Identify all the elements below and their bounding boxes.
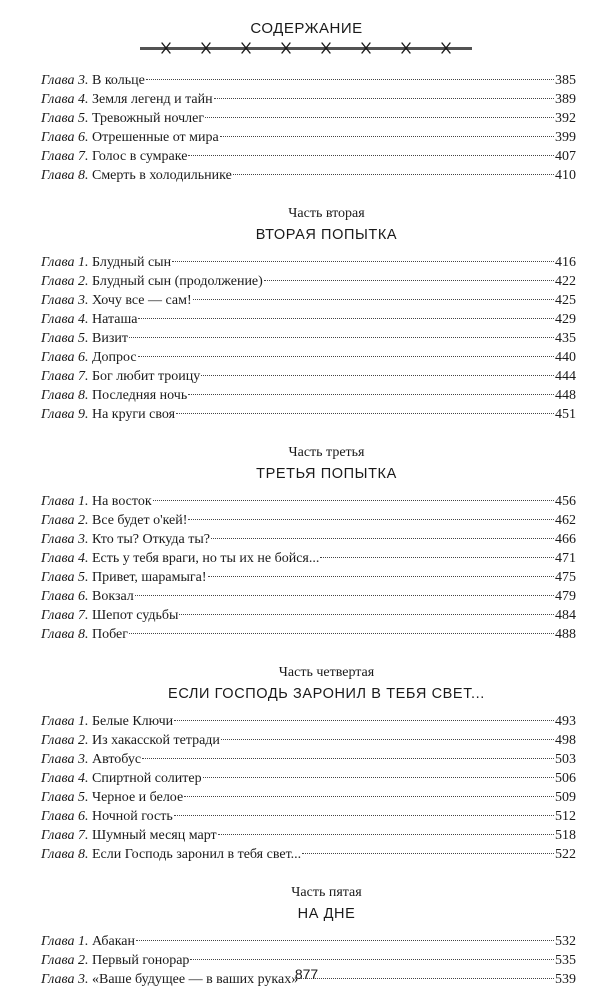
chapter-label <box>41 712 88 731</box>
chapter-title: Все будет о'кей! <box>91 513 188 528</box>
chapter-number: 1. <box>77 494 89 509</box>
toc-entry <box>41 272 576 291</box>
chapter-word: Глава <box>41 111 75 126</box>
chapter-title: Белые Ключи <box>91 714 174 729</box>
chapter-word: Глава <box>41 513 75 528</box>
chapter-number: 5. <box>77 331 89 346</box>
chapter-label <box>41 291 88 310</box>
toc-entry <box>41 587 576 606</box>
chapter-page-number: 416 <box>555 255 576 270</box>
chapter-label <box>41 788 88 807</box>
chapter-word: Глава <box>41 312 75 327</box>
chapter-label <box>41 71 88 90</box>
chapter-word: Глава <box>41 934 75 949</box>
dot-leader <box>174 815 554 816</box>
table-of-contents <box>41 71 576 989</box>
chapter-word: Глава <box>41 331 75 346</box>
chapter-page-number: 429 <box>555 312 576 327</box>
chapter-title: Наташа <box>91 312 138 327</box>
chapter-number: 2. <box>77 953 89 968</box>
chapter-word: Глава <box>41 92 75 107</box>
toc-entry <box>41 788 576 807</box>
chapter-label <box>41 731 88 750</box>
toc-entry <box>41 310 576 329</box>
chapter-number: 3. <box>77 972 89 987</box>
chapter-word: Глава <box>41 350 75 365</box>
chapter-page-number: 539 <box>555 972 576 987</box>
dot-leader <box>172 261 554 262</box>
chapter-number: 1. <box>77 934 89 949</box>
chapter-word: Глава <box>41 828 75 843</box>
toc-entry <box>41 109 576 128</box>
toc-entry <box>41 750 576 769</box>
chapter-label <box>41 587 88 606</box>
toc-entry <box>41 128 576 147</box>
chapter-title: Если Господь заронил в тебя свет... <box>91 847 302 862</box>
toc-entry <box>41 606 576 625</box>
chapter-number: 2. <box>77 733 89 748</box>
chapter-title: Блудный сын <box>91 255 172 270</box>
chapter-page-number: 389 <box>555 92 576 107</box>
chapter-title: Вокзал <box>91 589 134 604</box>
chapter-page-number: 503 <box>555 752 576 767</box>
part-title: ТРЕТЬЯ ПОПЫТКА <box>256 466 397 482</box>
dot-leader <box>220 136 554 137</box>
chapter-number: 5. <box>77 790 89 805</box>
chapter-title: Отрешенные от мира <box>91 130 219 145</box>
chapter-title: Хочу все — сам! <box>91 293 192 308</box>
chapter-label <box>41 492 88 511</box>
chapter-word: Глава <box>41 733 75 748</box>
chapter-page-number: 475 <box>555 570 576 585</box>
toc-entry <box>41 71 576 90</box>
chapter-number: 7. <box>77 149 89 164</box>
chapter-page-number: 410 <box>555 168 576 183</box>
dot-leader <box>205 117 554 118</box>
chapter-page-number: 522 <box>555 847 576 862</box>
chapter-label <box>41 109 88 128</box>
chapter-label <box>41 90 88 109</box>
toc-entry <box>41 530 576 549</box>
dot-leader <box>190 959 554 960</box>
toc-entry <box>41 90 576 109</box>
chapter-word: Глава <box>41 752 75 767</box>
chapter-number: 1. <box>77 255 89 270</box>
chapter-page-number: 484 <box>555 608 576 623</box>
chapter-title: Последняя ночь <box>91 388 188 403</box>
chapter-title: Визит <box>91 331 128 346</box>
chapter-label <box>41 549 88 568</box>
chapter-title: Тревожный ночлег <box>91 111 205 126</box>
chapter-title: На круги своя <box>91 407 176 422</box>
chapter-title: Привет, шарамыга! <box>91 570 207 585</box>
toc-entry <box>41 348 576 367</box>
chapter-label <box>41 845 88 864</box>
chapter-title: Черное и белое <box>91 790 184 805</box>
chapter-label <box>41 128 88 147</box>
chapter-word: Глава <box>41 551 75 566</box>
chapter-word: Глава <box>41 407 75 422</box>
chapter-word: Глава <box>41 494 75 509</box>
chapter-label <box>41 253 88 272</box>
toc-entry <box>41 826 576 845</box>
chapter-page-number: 435 <box>555 331 576 346</box>
chapter-number: 3. <box>77 752 89 767</box>
chapter-page-number: 385 <box>555 73 576 88</box>
dot-leader <box>176 413 554 414</box>
chapter-number: 6. <box>77 130 89 145</box>
dot-leader <box>184 796 554 797</box>
chapter-number: 6. <box>77 350 89 365</box>
chapter-number: 3. <box>77 293 89 308</box>
dot-leader <box>193 299 554 300</box>
dot-leader <box>188 394 554 395</box>
chapter-word: Глава <box>41 570 75 585</box>
toc-entry <box>41 807 576 826</box>
chapter-title: Шумный месяц март <box>91 828 217 843</box>
chapter-page-number: 535 <box>555 953 576 968</box>
dot-leader <box>136 940 554 941</box>
chapter-page-number: 512 <box>555 809 576 824</box>
chapter-label <box>41 932 88 951</box>
part-label: Часть четвертая <box>278 665 375 680</box>
chapter-number: 4. <box>77 771 89 786</box>
dot-leader <box>233 174 554 175</box>
chapter-number: 7. <box>77 828 89 843</box>
dot-leader <box>142 758 554 759</box>
chapter-number: 3. <box>77 73 89 88</box>
part-heading <box>41 884 576 926</box>
chapter-number: 5. <box>77 570 89 585</box>
toc-entry <box>41 405 576 424</box>
toc-entry <box>41 769 576 788</box>
chapter-label <box>41 348 88 367</box>
toc-entry <box>41 291 576 310</box>
chapter-number: 8. <box>77 627 89 642</box>
chapter-label <box>41 568 88 587</box>
dot-leader <box>179 614 554 615</box>
toc-entry <box>41 386 576 405</box>
dot-leader <box>320 557 554 558</box>
dot-leader <box>138 356 554 357</box>
chapter-label <box>41 310 88 329</box>
chapter-page-number: 392 <box>555 111 576 126</box>
part-label: Часть третья <box>288 445 365 460</box>
chapter-label <box>41 272 88 291</box>
chapter-title: Спиртной солитер <box>91 771 202 786</box>
dot-leader <box>146 79 554 80</box>
chapter-page-number: 471 <box>555 551 576 566</box>
chapter-number: 6. <box>77 809 89 824</box>
dot-leader <box>214 98 554 99</box>
dot-leader <box>264 280 554 281</box>
dot-leader <box>188 155 554 156</box>
dot-leader <box>201 375 554 376</box>
toc-entry <box>41 549 576 568</box>
dot-leader <box>218 834 554 835</box>
chapter-word: Глава <box>41 532 75 547</box>
chapter-page-number: 509 <box>555 790 576 805</box>
chapter-label <box>41 166 88 185</box>
chapter-word: Глава <box>41 149 75 164</box>
chapter-word: Глава <box>41 627 75 642</box>
chapter-word: Глава <box>41 847 75 862</box>
dot-leader <box>129 633 554 634</box>
dot-leader <box>221 739 554 740</box>
toc-entry <box>41 568 576 587</box>
part-label: Часть вторая <box>288 206 365 221</box>
dot-leader <box>211 538 554 539</box>
toc-entry <box>41 712 576 731</box>
part-heading <box>41 664 576 706</box>
chapter-number: 7. <box>77 369 89 384</box>
dot-leader <box>203 777 554 778</box>
chapter-number: 4. <box>77 312 89 327</box>
chapter-page-number: 518 <box>555 828 576 843</box>
chapter-title: Побег <box>91 627 128 642</box>
chapter-number: 6. <box>77 589 89 604</box>
part-title: ВТОРАЯ ПОПЫТКА <box>255 227 398 243</box>
chapter-word: Глава <box>41 369 75 384</box>
chapter-title: Смерть в холодильнике <box>91 168 232 183</box>
toc-entry <box>41 492 576 511</box>
chapter-number: 7. <box>77 608 89 623</box>
chapter-page-number: 448 <box>555 388 576 403</box>
chapter-label <box>41 511 88 530</box>
chapter-page-number: 488 <box>555 627 576 642</box>
toc-entry <box>41 731 576 750</box>
chapter-page-number: 462 <box>555 513 576 528</box>
chapter-label <box>41 807 88 826</box>
toc-entry <box>41 845 576 864</box>
chapter-title: Блудный сын (продолжение) <box>91 274 263 289</box>
dot-leader <box>138 318 554 319</box>
chapter-label <box>41 606 88 625</box>
toc-entry <box>41 932 576 951</box>
chapter-title: Допрос <box>91 350 137 365</box>
chapter-page-number: 506 <box>555 771 576 786</box>
toc-entry <box>41 147 576 166</box>
chapter-title: Автобус <box>91 752 142 767</box>
chapter-page-number: 498 <box>555 733 576 748</box>
chapter-title: «Ваше будущее — в ваших руках» <box>91 972 299 987</box>
chapter-page-number: 399 <box>555 130 576 145</box>
chapter-page-number: 440 <box>555 350 576 365</box>
toc-entry <box>41 329 576 348</box>
chapter-word: Глава <box>41 972 75 987</box>
chapter-title: На восток <box>91 494 152 509</box>
chapter-page-number: 425 <box>555 293 576 308</box>
chapter-page-number: 444 <box>555 369 576 384</box>
chapter-label <box>41 386 88 405</box>
chapter-page-number: 479 <box>555 589 576 604</box>
chapter-title: Есть у тебя враги, но ты их не бойся... <box>91 551 320 566</box>
chapter-word: Глава <box>41 293 75 308</box>
chapter-number: 8. <box>77 168 89 183</box>
dot-leader <box>135 595 554 596</box>
chapter-word: Глава <box>41 168 75 183</box>
barbed-wire-ornament <box>140 40 472 56</box>
chapter-title: Первый гонорар <box>91 953 190 968</box>
chapter-title: Голос в сумраке <box>91 149 188 164</box>
chapter-page-number: 493 <box>555 714 576 729</box>
chapter-title: Кто ты? Откуда ты? <box>91 532 210 547</box>
chapter-number: 4. <box>77 92 89 107</box>
chapter-word: Глава <box>41 130 75 145</box>
chapter-number: 2. <box>77 274 89 289</box>
chapter-word: Глава <box>41 714 75 729</box>
chapter-page-number: 407 <box>555 149 576 164</box>
toc-entry <box>41 625 576 644</box>
chapter-label <box>41 147 88 166</box>
chapter-page-number: 532 <box>555 934 576 949</box>
page-number: 877 <box>294 966 319 982</box>
chapter-word: Глава <box>41 608 75 623</box>
chapter-word: Глава <box>41 274 75 289</box>
chapter-label <box>41 367 88 386</box>
chapter-label <box>41 769 88 788</box>
chapter-word: Глава <box>41 255 75 270</box>
toc-entry <box>41 367 576 386</box>
chapter-number: 4. <box>77 551 89 566</box>
chapter-number: 1. <box>77 714 89 729</box>
chapter-label <box>41 329 88 348</box>
chapter-title: Бог любит троицу <box>91 369 201 384</box>
running-head-title: СОДЕРЖАНИЕ <box>250 20 363 37</box>
part-title: ЕСЛИ ГОСПОДЬ ЗАРОНИЛ В ТЕБЯ СВЕТ... <box>168 686 485 702</box>
part-label: Часть пятая <box>291 885 362 900</box>
chapter-page-number: 451 <box>555 407 576 422</box>
dot-leader <box>174 720 554 721</box>
chapter-number: 8. <box>77 847 89 862</box>
chapter-word: Глава <box>41 73 75 88</box>
toc-entry <box>41 511 576 530</box>
dot-leader <box>302 853 554 854</box>
chapter-title: В кольце <box>91 73 145 88</box>
chapter-page-number: 422 <box>555 274 576 289</box>
chapter-word: Глава <box>41 790 75 805</box>
chapter-label <box>41 750 88 769</box>
chapter-number: 9. <box>77 407 89 422</box>
chapter-title: Из хакасской тетради <box>91 733 220 748</box>
chapter-number: 8. <box>77 388 89 403</box>
chapter-title: Земля легенд и тайн <box>91 92 213 107</box>
chapter-word: Глава <box>41 771 75 786</box>
toc-entry <box>41 253 576 272</box>
chapter-word: Глава <box>41 589 75 604</box>
part-heading <box>41 205 576 247</box>
chapter-page-number: 456 <box>555 494 576 509</box>
chapter-label <box>41 625 88 644</box>
chapter-number: 5. <box>77 111 89 126</box>
part-title: НА ДНЕ <box>297 906 356 922</box>
chapter-title: Шепот судьбы <box>91 608 179 623</box>
chapter-number: 3. <box>77 532 89 547</box>
dot-leader <box>188 519 554 520</box>
chapter-word: Глава <box>41 953 75 968</box>
chapter-title: Абакан <box>91 934 136 949</box>
chapter-label <box>41 405 88 424</box>
chapter-label <box>41 530 88 549</box>
chapter-title: Ночной гость <box>91 809 173 824</box>
chapter-word: Глава <box>41 388 75 403</box>
chapter-label <box>41 826 88 845</box>
dot-leader <box>208 576 555 577</box>
chapter-number: 2. <box>77 513 89 528</box>
dot-leader <box>129 337 554 338</box>
dot-leader <box>153 500 554 501</box>
part-heading <box>41 444 576 486</box>
chapter-word: Глава <box>41 809 75 824</box>
chapter-page-number: 466 <box>555 532 576 547</box>
toc-entry <box>41 166 576 185</box>
